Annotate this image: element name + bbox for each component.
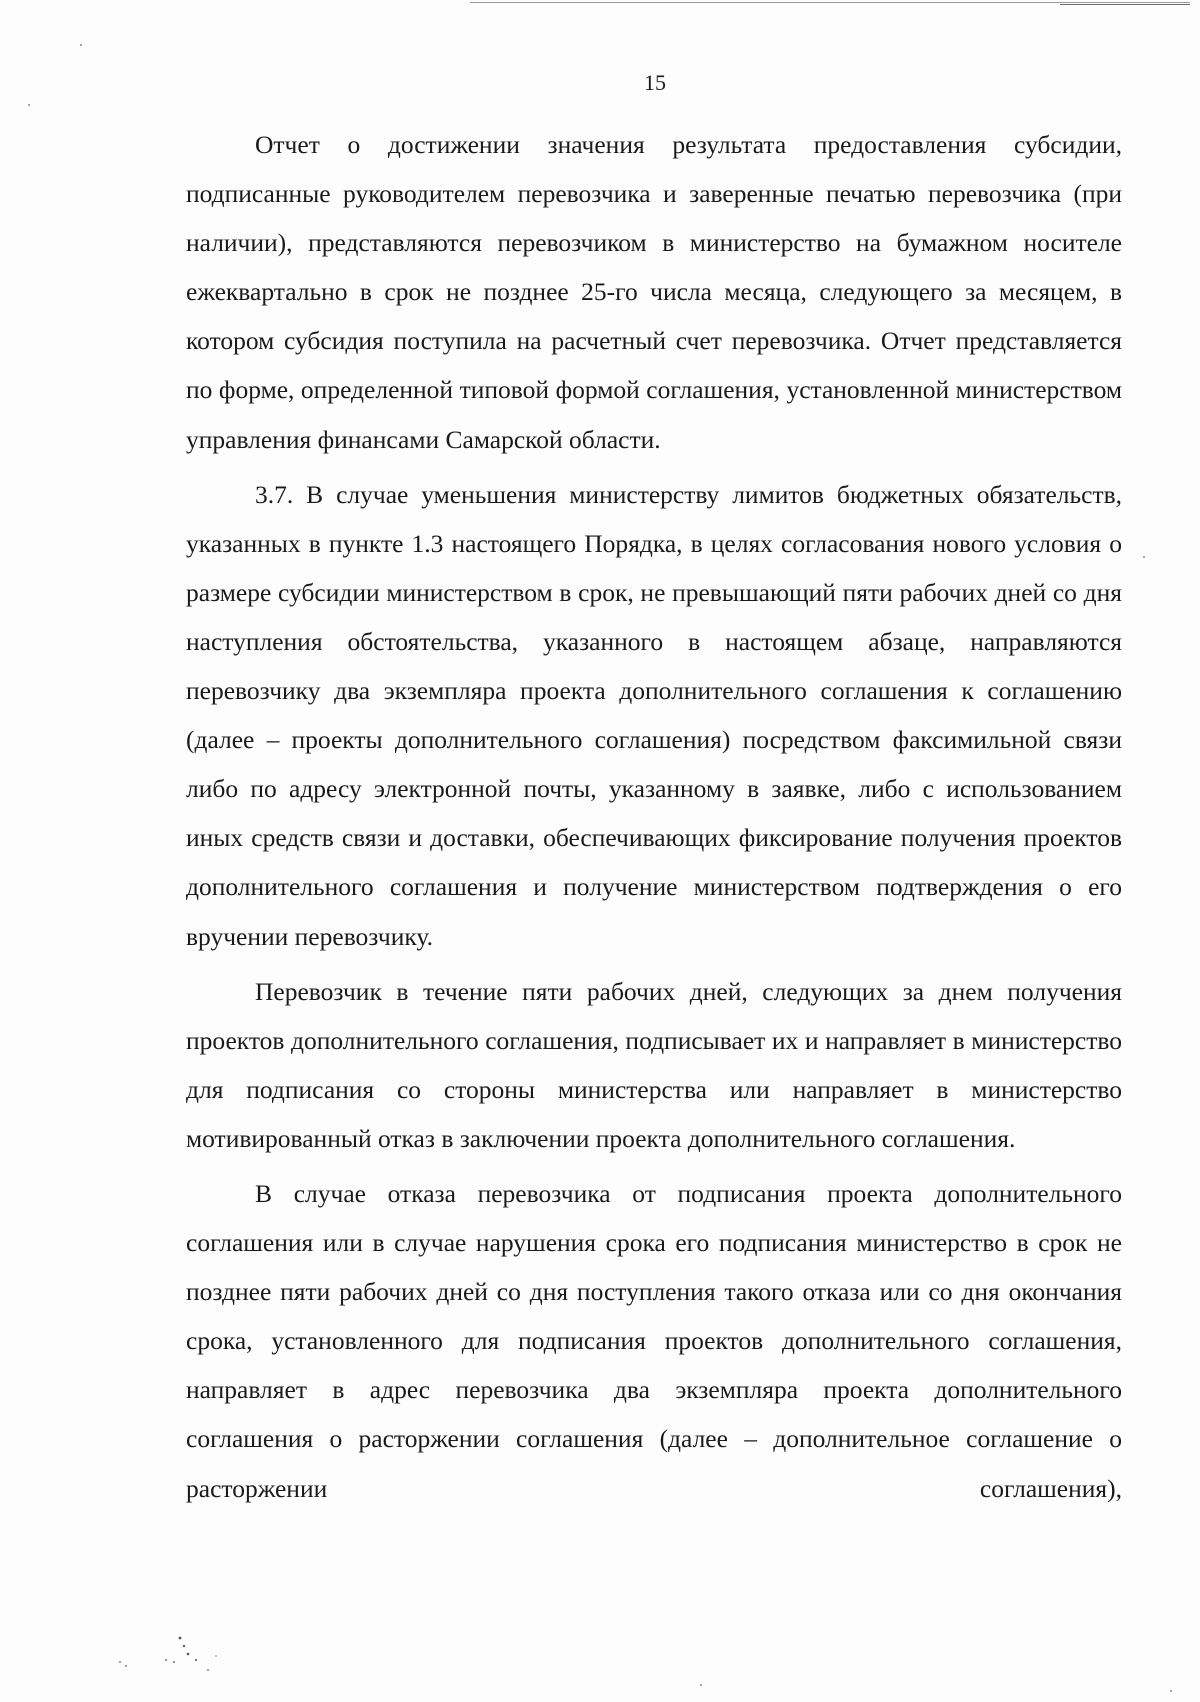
scan-speck (28, 104, 30, 106)
scan-edge-line (1060, 4, 1190, 5)
scan-speck (1143, 556, 1145, 558)
paragraph-report-submission: Отчет о достижении значения результата предоставления субсидии, подписанные руководителем перевозчика и заверенные печатью перевозчика (при наличии), представляются перевозчиком в министерство на бумажном носителе ежеквартально в срок не позднее 25-го числа месяца, следующего за месяцем, в котором субсидия поступила на расчетный счет перевозчика. Отчет представляется по форме, определенной типовой формой соглашения, установленной министерством управления финансами Самарской области. (186, 130, 1122, 454)
scan-noise-marks (96, 1630, 226, 1680)
paragraph-3-7-budget-limits: 3.7. В случае уменьшения министерству лимитов бюджетных обязательств, указанных в пункте 1.3 настоящего Порядка, в целях согласования нового условия о размере субсидии министерством в срок, не превышающий пяти рабочих дней со дня наступления обстоятельства, указанного в настоящем абзаце, направляются перевозчику два экземпляра проекта дополнительного соглашения к соглашению (далее – проекты дополнительного соглашения) посредством факсимильной связи либо по адресу электронной почты, указанному в заявке, либо с использованием иных средств связи и доставки, обеспечивающих фиксирование получения проектов дополнительного соглашения и получение министерством подтверждения о его вручении перевозчику. (186, 479, 1122, 951)
scan-speck (700, 1684, 702, 1686)
page-number: 15 (644, 70, 666, 95)
paragraph-refusal-termination: В случае отказа перевозчика от подписания проекта дополнительного соглашения или в случае нарушения срока его подписания министерство в срок не позднее пяти рабочих дней со дня поступления такого отказа или со дня окончания срока, установленного для подписания проектов дополнительного соглашения, направляет в адрес перевозчика два экземпляра проекта дополнительного соглашения о расторжении соглашения (далее – дополнительное соглашение о расторжении соглашения), (186, 1178, 1122, 1503)
scan-speck (1170, 1690, 1172, 1692)
document-body (186, 120, 1122, 1513)
scan-edge-line (470, 2, 1190, 3)
paragraph-carrier-signing: Перевозчик в течение пяти рабочих дней, следующих за днем получения проектов дополнительного соглашения, подписывает их и направляет в министерство для подписания со стороны министерства или направляет в министерство мотивированный отказ в заключении проекта дополнительного соглашения. (186, 976, 1122, 1153)
scan-speck (80, 44, 82, 46)
